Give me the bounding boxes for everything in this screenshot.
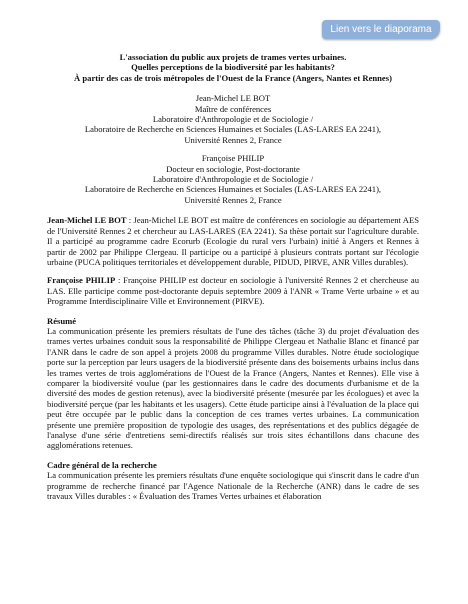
author-affiliation: Laboratoire d'Anthropologie et de Sociologie / — [152, 114, 314, 125]
title-line: À partir des cas de trois métropoles de l'Ouest de la France (Angers, Nantes et Rennes) — [74, 72, 392, 83]
section-heading-cadre: Cadre général de la recherche — [47, 459, 157, 470]
slideshow-link-button[interactable]: Lien vers le diaporama — [322, 20, 440, 39]
bio-paragraph-1 — [47, 215, 419, 267]
document-page — [47, 52, 419, 501]
resume-paragraph: La communication présente les premiers résultats de l'une des tâches (tâche 3) du projet d'évaluation des trames vertes urbaines conduit sous la responsabilité de Philippe Clergeau et Nathalie Blanc et financé par l'ANR dans le cadre de son appel à projets 2008 du programme Villes durables. Notre étude sociologique porte sur la perception par leurs usagers de la biodiversité présente dans des boisements urbains inclus dans les trames vertes de trois agglomérations de l'Ouest de la France (Angers, Nantes et Rennes). Elle vise à comparer la biodiversité voulue (par les gestionnaires dans le cadre des documents d'urbanisme et de la diversité des modes de gestion retenus), avec la biodiversité présente (mesurée par les écologues) et avec la biodiversité perçue (par les habitants et les usagers). Cette étude participe ainsi à l'évaluation de la place qui peut être occupée par le public dans la conception de ces trames vertes urbaines. La communication présente une première proposition de typologie des usages, des représentations et des publics dégagée de l'analyse d'une série d'entretiens semi-directifs réalisés sur trois sites échantillons dans chacune des agglomérations retenues. — [47, 325, 419, 451]
author-affiliation: Laboratoire de Recherche en Sciences Humaines et Sociales (LAS-LARES EA 2241), — [84, 124, 382, 135]
author-university: Université Rennes 2, France — [184, 194, 282, 205]
title-line: Quelles perceptions de la biodiversité par les habitants? — [131, 62, 335, 73]
author-block-1 — [47, 93, 419, 145]
author-role: Docteur en sociologie, Post-doctorante — [166, 163, 300, 174]
bio-author-name: Françoise PHILIP — [47, 275, 116, 286]
author-university: Université Rennes 2, France — [184, 134, 282, 145]
author-name: Jean-Michel LE BOT — [195, 93, 271, 104]
author-block-2 — [47, 153, 419, 205]
section-heading-resume: Résumé — [47, 315, 77, 326]
bio-paragraph-2 — [47, 275, 419, 306]
document-title — [47, 52, 419, 83]
author-role: Maître de conférences — [194, 103, 272, 114]
author-affiliation: Laboratoire d'Anthropologie et de Sociologie / — [152, 174, 314, 185]
bio-text: : Jean-Michel LE BOT est maître de conférences en sociologie au département AES de l'Université Rennes 2 et chercheur au LAS-LARES (EA 2241). Sa thèse portait sur l'agriculture durable. Il a participé au programme cadre Ecorurb (Ecologie du rural vers l'urbain) initié à Angers et Rennes à partir de 2002 par Philippe Clergeau. Il participe ou a participé à plusieurs contrats portant sur l'écologie urbaine (PUCA politiques territoriales et développement durable, PIDUD, PIRVE, ANR Villes durables). — [47, 215, 419, 267]
title-line: L'association du public aux projets de trames vertes urbaines. — [119, 52, 347, 62]
bio-author-name: Jean-Michel LE BOT — [47, 215, 127, 226]
bio-text: : Françoise PHILIP est docteur en sociologie à l'université Rennes 2 et chercheuse au LAS. Elle participe comme post-doctorante depuis septembre 2009 à l'ANR « Trame Verte urbaine » et au Programme Interdisciplinaire Ville et Environnement (PIRVE). — [47, 275, 419, 307]
cadre-paragraph: La communication présente les premiers résultats d'une enquête sociologique qui s'inscrit dans le cadre d'un programme de recherche financé par l'Agence Nationale de la Recherche (ANR) dans le cadre de ses travaux Villes durables : « Évaluation des Trames Vertes urbaines et élaboration — [47, 470, 419, 502]
author-name: Françoise PHILIP — [201, 153, 265, 164]
author-affiliation: Laboratoire de Recherche en Sciences Humaines et Sociales (LAS-LARES EA 2241), — [84, 184, 382, 195]
